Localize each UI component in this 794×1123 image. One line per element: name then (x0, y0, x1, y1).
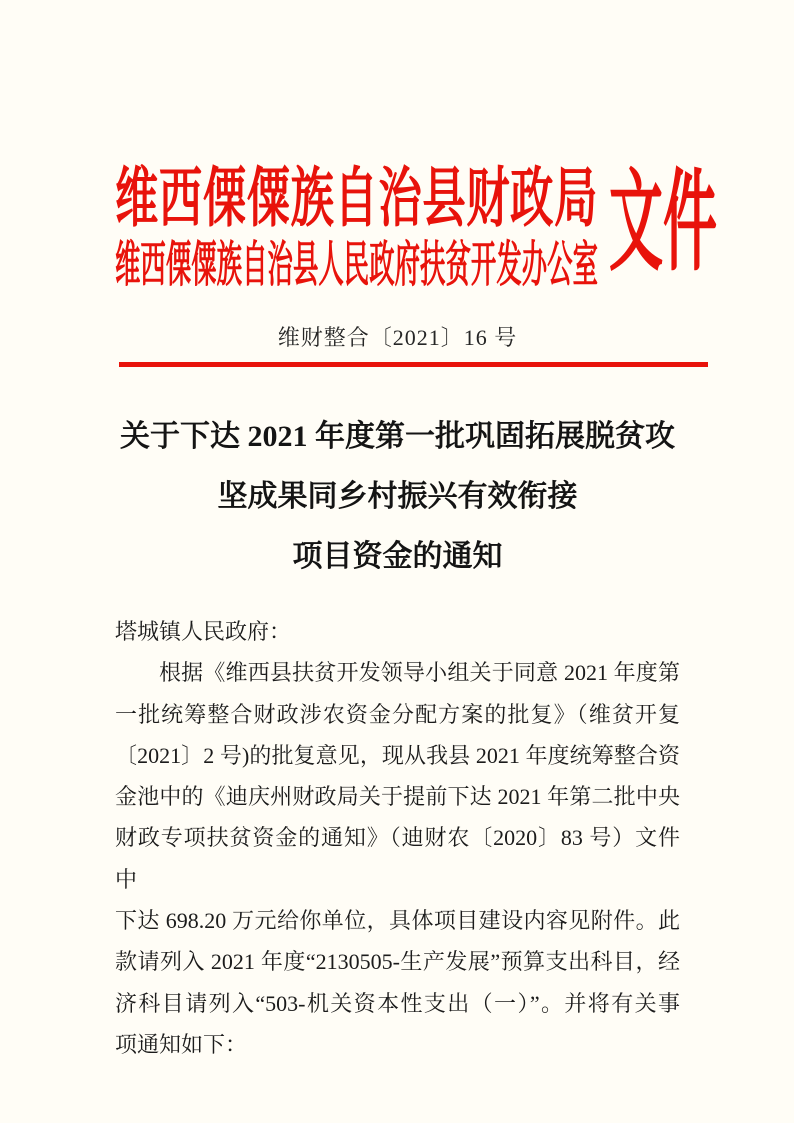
body-line: 金池中的《迪庆州财政局关于提前下达 2021 年第二批中央 (115, 784, 680, 810)
body-line: 一批统筹整合财政涉农资金分配方案的批复》（维贫开复 (115, 701, 680, 727)
letterhead-org-block (115, 162, 598, 292)
body-line: 项通知如下： (115, 1031, 248, 1057)
letterhead-org-secondary: 维西傈僳族自治县人民政府扶贫开发办公室 (115, 237, 599, 292)
title-line-3: 项目资金的通知 (292, 540, 503, 573)
title-line-2: 坚成果同乡村振兴有效衔接 (217, 480, 578, 513)
body-line: 款请列入 2021 年度“2130505-生产发展”预算支出科目，经 (115, 949, 680, 975)
letterhead-doc-type: 文件 (609, 162, 717, 284)
document-body (115, 611, 680, 1065)
letterhead-doc-type-wrap (609, 162, 717, 286)
doc-number: 维财整合〔2021〕16 号 (277, 325, 518, 350)
title-line-1: 关于下达 2021 年度第一批巩固拓展脱贫攻 (120, 420, 675, 453)
letterhead-org-primary: 维西傈僳族自治县财政局 (115, 163, 599, 235)
red-divider-line (119, 362, 708, 367)
document-title (115, 407, 680, 587)
body-line: 下达 698.20 万元给你单位，具体项目建设内容见附件。此 (115, 908, 680, 934)
body-line: 济科目请列入“503-机关资本性支出（一）”。并将有关事 (115, 990, 680, 1016)
body-line: 〔2021〕2 号)的批复意见，现从我县 2021 年度统筹整合资 (115, 742, 680, 768)
body-line: 根据《维西县扶贫开发领导小组关于同意 2021 年度第 (159, 660, 680, 686)
body-line: 财政专项扶贫资金的通知》（迪财农〔2020〕83 号）文件中 (115, 825, 680, 892)
body-salutation: 塔城镇人民政府： (115, 619, 292, 644)
letterhead (115, 162, 717, 294)
